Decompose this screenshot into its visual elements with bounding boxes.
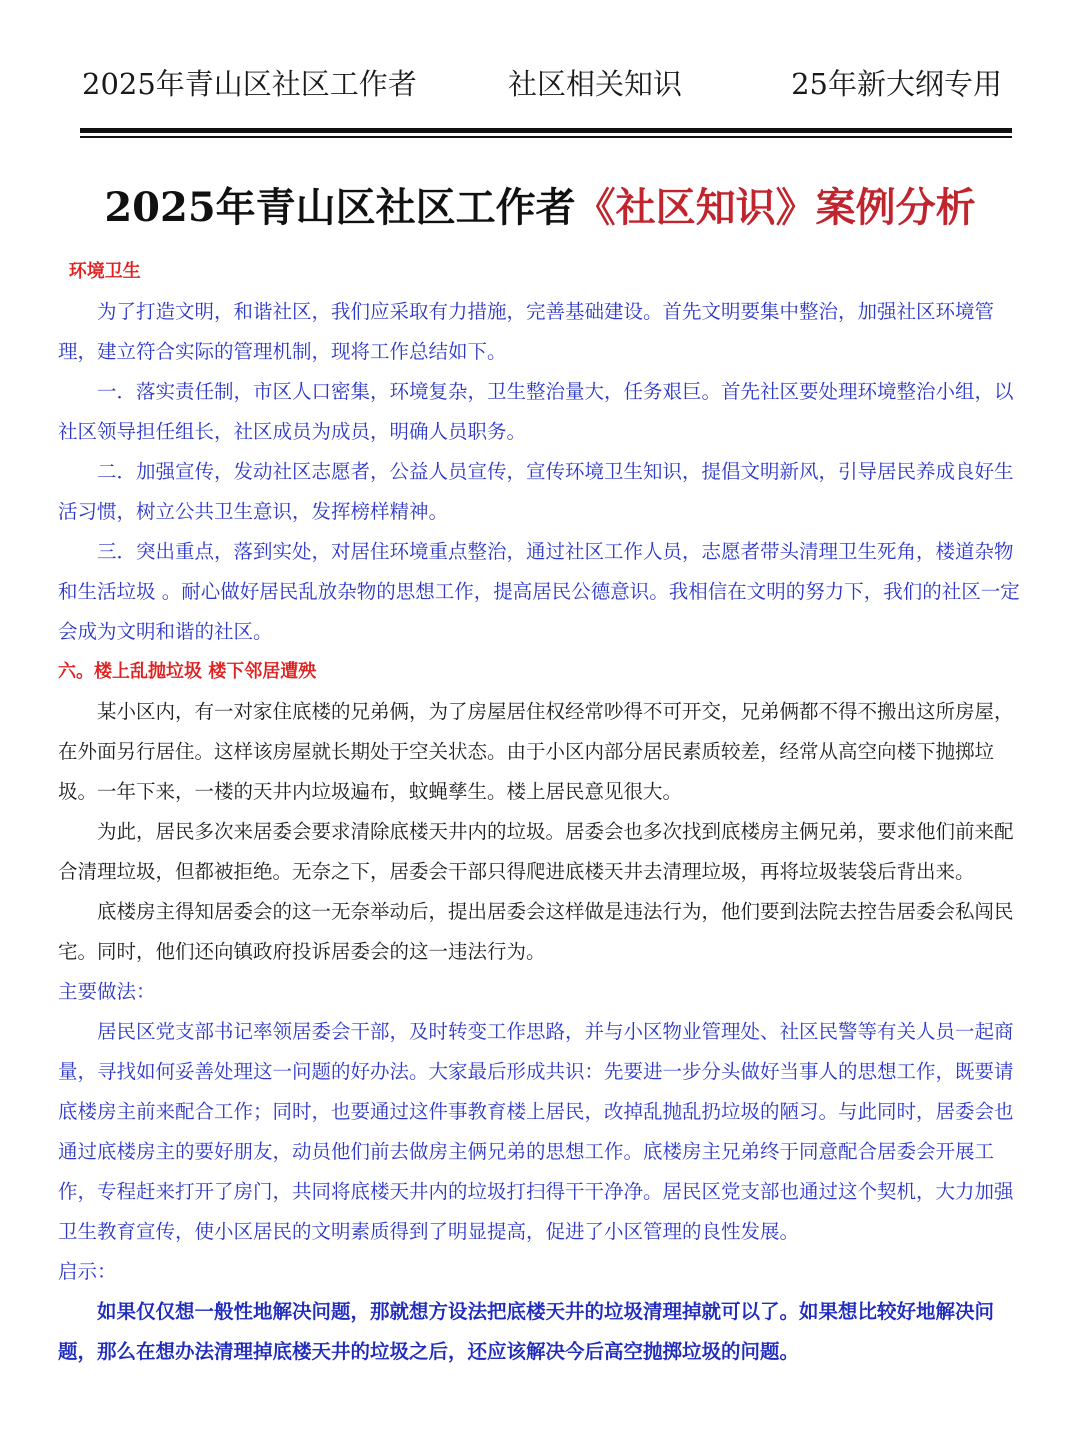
env-paragraph: 三．突出重点，落到实处，对居住环境重点整治，通过社区工作人员，志愿者带头清理卫生死角，楼道杂物和生活垃圾 。耐心做好居民乱放杂物的思想工作，提高居民公德意识。我相信在文明的努力下，我们的社区一定会成为文明和谐的社区。 bbox=[58, 540, 1020, 643]
env-paragraph: 一．落实责任制，市区人口密集，环境复杂，卫生整治量大，任务艰巨。首先社区要处理环境整治小组，以社区领导担任组长，社区成员为成员，明确人员职务。 bbox=[58, 380, 1014, 443]
header-divider-thick bbox=[80, 128, 1012, 133]
header-right-text: 25年新大纲专用 bbox=[791, 67, 1002, 101]
section-heading-six: 六。楼上乱抛垃圾 楼下邻居遭殃 bbox=[58, 661, 317, 682]
practice-paragraph: 居民区党支部书记率领居委会干部，及时转变工作思路，并与小区物业管理处、社区民警等有关人员一起商量，寻找如何妥善处理这一问题的好办法。大家最后形成共识：先要进一步分头做好当事人的思想工作，既要请底楼房主前来配合工作；同时，也要通过这件事教育楼上居民，改掉乱抛乱扔垃圾的陋习。与此同时，居委会也通过底楼房主的要好朋友，动员他们前去做房主俩兄弟的思想工作。底楼房主兄弟终于同意配合居委会开展工作，专程赶来打开了房门，共同将底楼天井内的垃圾打扫得干干净净。居民区党支部也通过这个契机，大力加强卫生教育宣传，使小区居民的文明素质得到了明显提高，促进了小区管理的良性发展。 bbox=[58, 1020, 1014, 1243]
header-left-text: 2025年青山区社区工作者 bbox=[82, 67, 417, 101]
case-paragraph: 底楼房主得知居委会的这一无奈举动后，提出居委会这样做是违法行为，他们要到法院去控告居委会私闯民宅。同时，他们还向镇政府投诉居委会的这一违法行为。 bbox=[58, 900, 1014, 963]
page-header bbox=[82, 62, 1002, 112]
case-paragraph: 某小区内，有一对家住底楼的兄弟俩，为了房屋居住权经常吵得不可开交，兄弟俩都不得不搬出这所房屋，在外面另行居住。这样该房屋就长期处于空关状态。由于小区内部分居民素质较差，经常从高空向楼下抛掷垃圾。一年下来，一楼的天井内垃圾遍布，蚊蝇孳生。楼上居民意见很大。 bbox=[58, 700, 1014, 803]
page-title bbox=[0, 176, 1080, 233]
header-divider-thin bbox=[80, 136, 1012, 138]
document-body bbox=[58, 252, 1024, 1372]
header-center-text: 社区相关知识 bbox=[508, 67, 683, 101]
env-paragraph: 为了打造文明，和谐社区，我们应采取有力措施，完善基础建设。首先文明要集中整治，加强社区环境管理，建立符合实际的管理机制，现将工作总结如下。 bbox=[58, 300, 995, 363]
title-red-part: 《社区知识》案例分析 bbox=[575, 184, 976, 231]
insight-label: 启示： bbox=[58, 1260, 117, 1283]
practice-label: 主要做法： bbox=[58, 980, 156, 1003]
title-black-part: 2025年青山区社区工作者 bbox=[104, 184, 576, 231]
env-paragraph: 二．加强宣传，发动社区志愿者，公益人员宣传，宣传环境卫生知识，提倡文明新风，引导居民养成良好生活习惯，树立公共卫生意识，发挥榜样精神。 bbox=[58, 460, 1014, 523]
insight-paragraph: 如果仅仅想一般性地解决问题，那就想方设法把底楼天井的垃圾清理掉就可以了。如果想比较好地解决问题，那么在想办法清理掉底楼天井的垃圾之后，还应该解决今后高空抛掷垃圾的问题。 bbox=[58, 1300, 995, 1363]
section-heading-environment: 环境卫生 bbox=[68, 261, 141, 282]
case-paragraph: 为此，居民多次来居委会要求清除底楼天井内的垃圾。居委会也多次找到底楼房主俩兄弟，要求他们前来配合清理垃圾，但都被拒绝。无奈之下，居委会干部只得爬进底楼天井去清理垃圾，再将垃圾装袋后背出来。 bbox=[58, 820, 1014, 883]
